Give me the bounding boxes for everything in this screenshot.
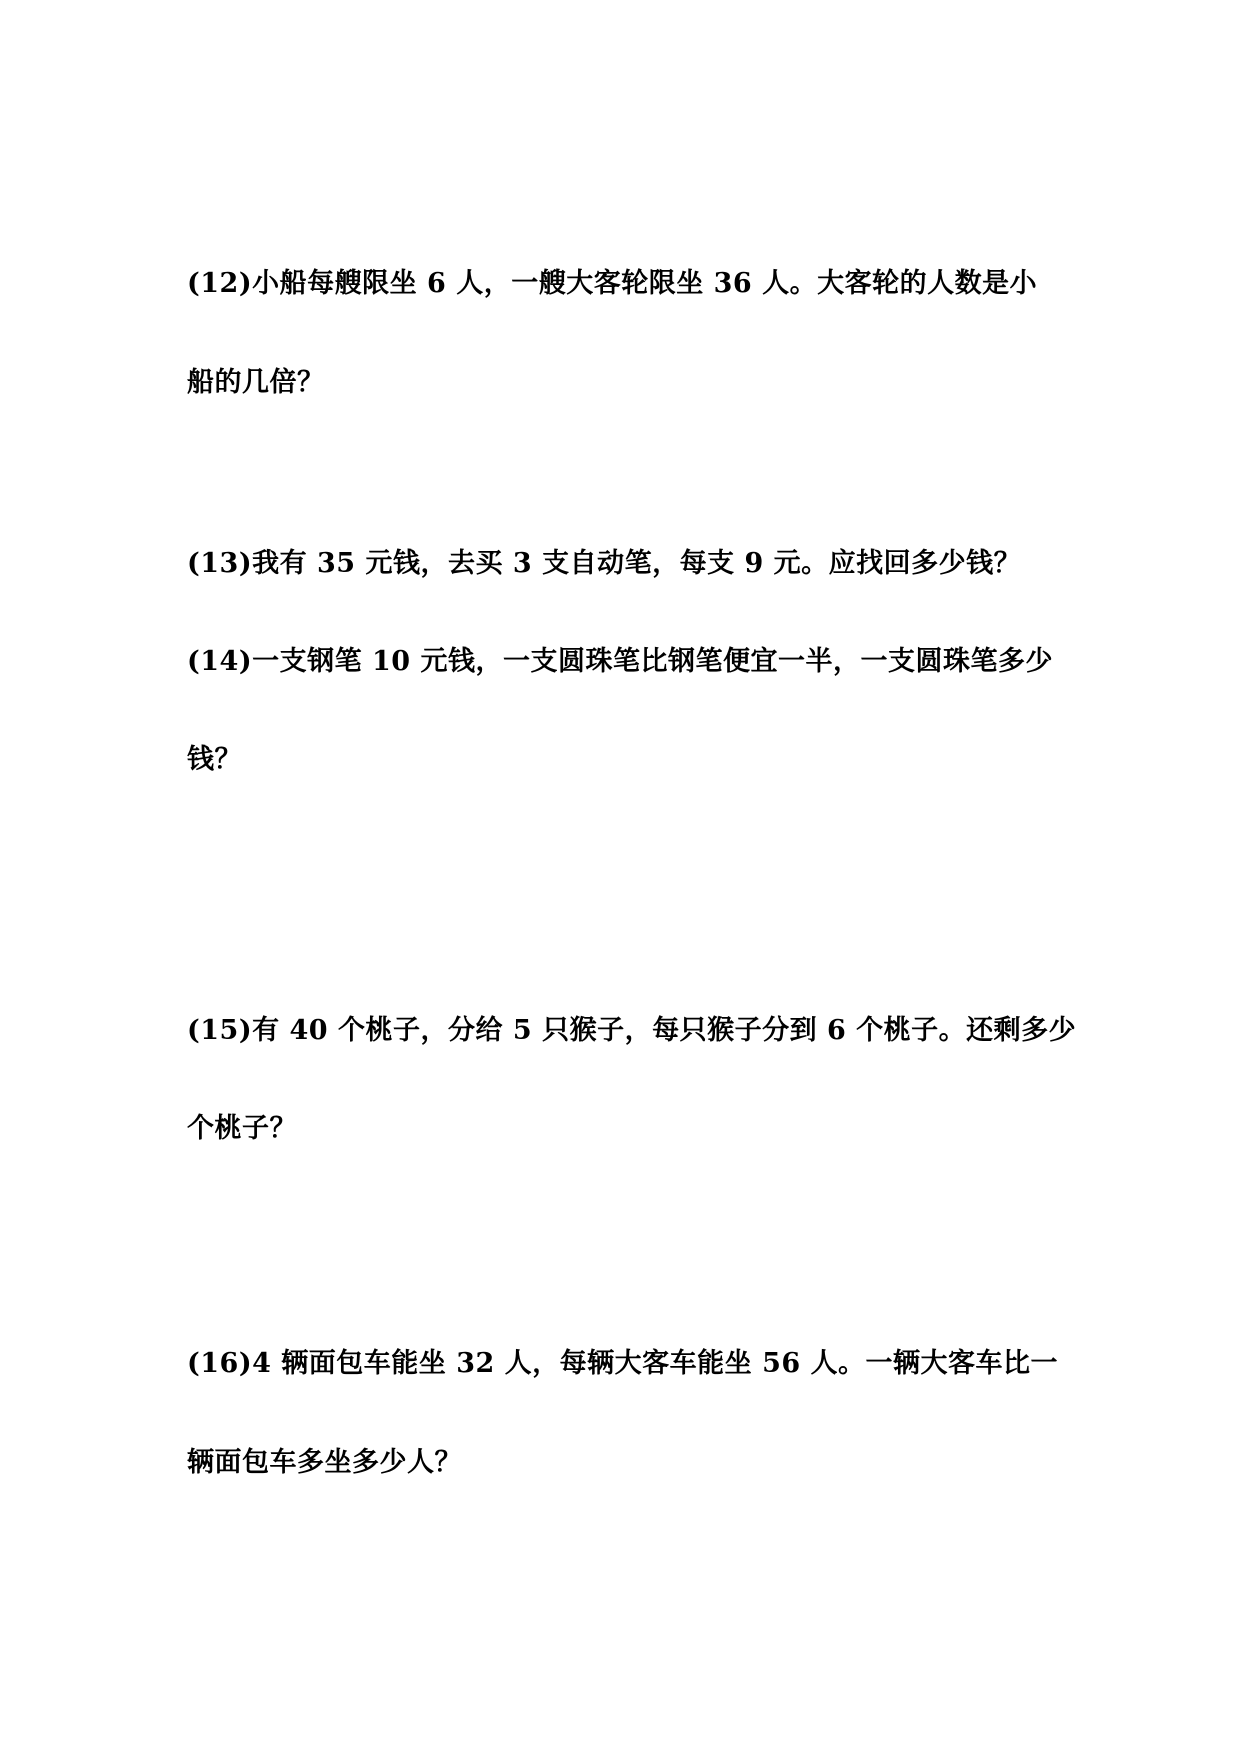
problem-13-line-1: (13)我有 35 元钱，去买 3 支自动笔，每支 9 元。应找回多少钱？ bbox=[187, 548, 1022, 579]
problem-14-line-1: (14)一支钢笔 10 元钱，一支圆珠笔比钢笔便宜一半，一支圆珠笔多少 bbox=[187, 646, 1053, 677]
problem-16-line-2: 辆面包车多坐多少人？ bbox=[187, 1447, 462, 1478]
problem-12-line-2: 船的几倍？ bbox=[187, 367, 325, 398]
problem-12-line-1: (12)小船每艘限坐 6 人，一艘大客轮限坐 36 人。大客轮的人数是小 bbox=[187, 268, 1038, 299]
problem-15-line-2: 个桃子？ bbox=[187, 1113, 297, 1144]
problem-15-line-1: (15)有 40 个桃子，分给 5 只猴子，每只猴子分到 6 个桃子。还剩多少 bbox=[187, 1015, 1077, 1046]
problem-16-line-1: (16)4 辆面包车能坐 32 人，每辆大客车能坐 56 人。一辆大客车比一 bbox=[187, 1348, 1059, 1379]
problem-14-line-2: 钱？ bbox=[187, 744, 242, 775]
